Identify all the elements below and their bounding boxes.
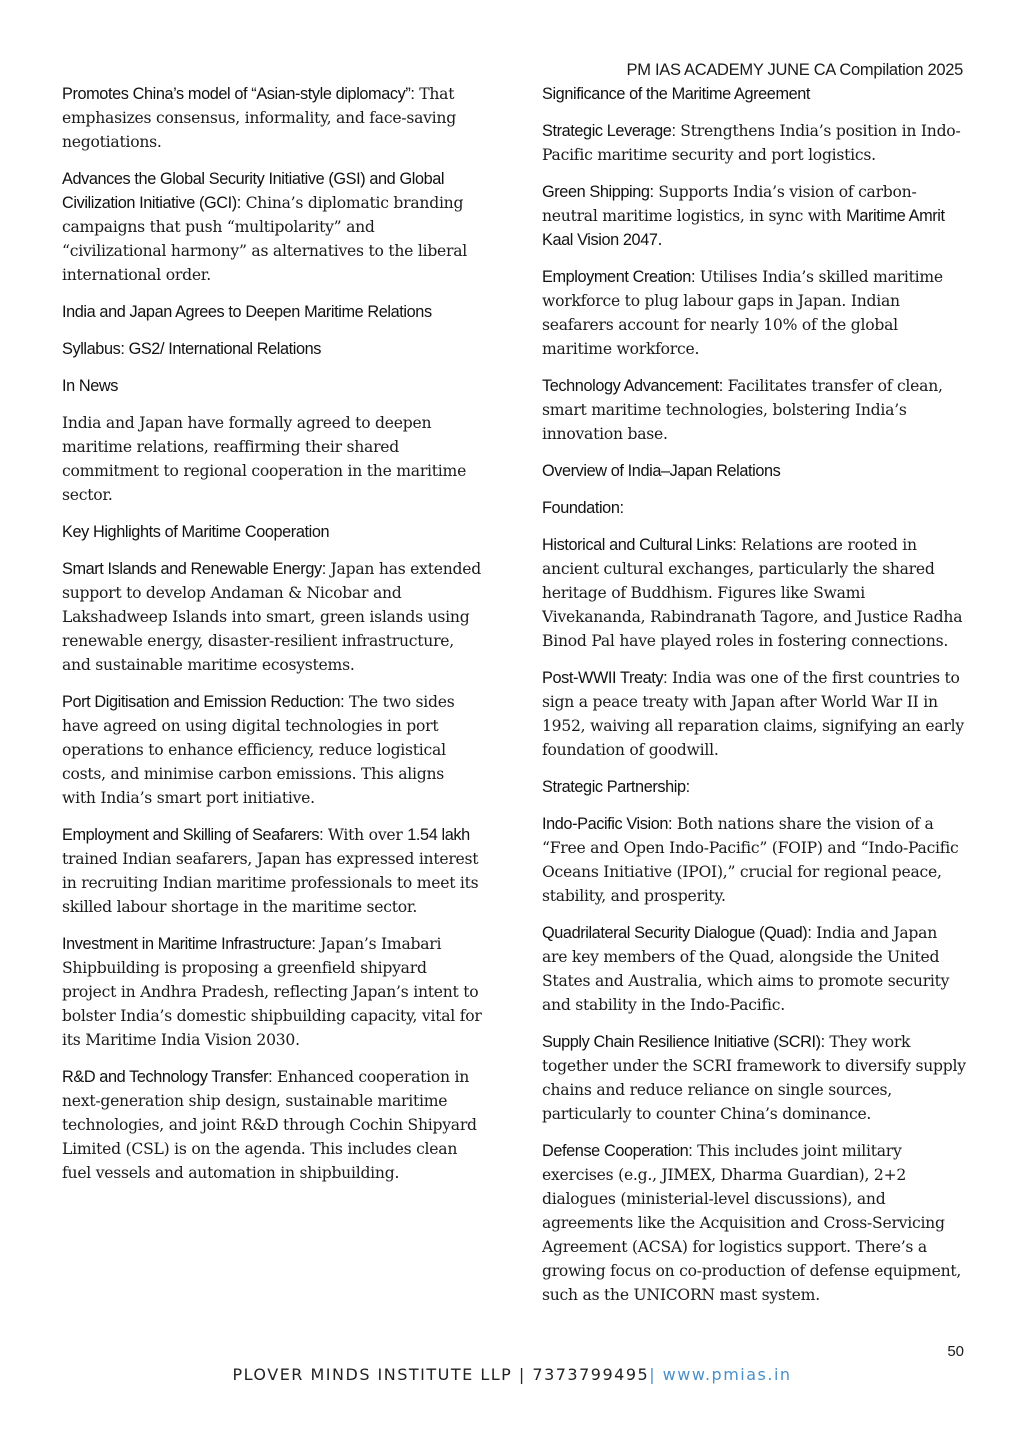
paragraph-text: Japan has extended support to develop Andaman & Nicobar and Lakshadweep Islands into smart, green islands using renewable energy, disaster-resilient infrastructure, and sustainable maritime ecosystems. bbox=[62, 560, 481, 674]
paragraph-heading: Supply Chain Resilience Initiative (SCRI): bbox=[542, 1033, 825, 1051]
paragraph bbox=[542, 666, 966, 762]
paragraph-heading: Historical and Cultural Links: bbox=[542, 536, 737, 554]
paragraph-heading: Defense Cooperation: bbox=[542, 1142, 693, 1160]
paragraph-text: Strengthens India’s position in Indo-Pacific maritime security and port logistics. bbox=[542, 122, 961, 164]
syllabus-label: Syllabus: GS2/ International Relations bbox=[62, 340, 322, 358]
highlight-term: Maritime Amrit Kaal Vision 2047 bbox=[542, 207, 945, 249]
paragraph-heading: Promotes China’s model of “Asian-style diplomacy”: bbox=[62, 85, 415, 103]
paragraph-text: Japan’s Imabari Shipbuilding is proposing a greenfield shipyard project in Andhra Pradesh, reflecting Japan’s intent to bolster India’s domestic shipbuilding capacity, vital for its Maritime India Vision 2030. bbox=[62, 935, 482, 1049]
right-column bbox=[542, 82, 966, 1320]
paragraph-text: With over bbox=[323, 826, 408, 844]
paragraph-text: trained Indian seafarers, Japan has expressed interest in recruiting Indian maritime professionals to meet its skilled labour shortage in the maritime sector. bbox=[62, 850, 479, 916]
paragraph-heading: Indo-Pacific Vision: bbox=[542, 815, 673, 833]
section-heading: India and Japan Agrees to Deepen Maritime Relations bbox=[62, 303, 432, 321]
paragraph-text: The two sides have agreed on using digital technologies in port operations to enhance efficiency, reduce logistical costs, and minimise carbon emissions. This aligns with India’s smart port initiative. bbox=[62, 693, 455, 807]
paragraph bbox=[542, 180, 966, 252]
paragraph-text: India and Japan are key members of the Quad, alongside the United States and Australia, which aims to promote security and stability in the Indo-Pacific. bbox=[542, 924, 950, 1014]
paragraph-heading: Employment and Skilling of Seafarers: bbox=[62, 826, 324, 844]
paragraph bbox=[542, 921, 966, 1017]
in-news-heading bbox=[62, 374, 482, 398]
left-column bbox=[62, 82, 482, 1198]
paragraph bbox=[62, 690, 482, 810]
paragraph-heading: Employment Creation: bbox=[542, 268, 696, 286]
paragraph-heading: Investment in Maritime Infrastructure: bbox=[62, 935, 316, 953]
page-footer bbox=[0, 1365, 1024, 1384]
paragraph-heading: Quadrilateral Security Dialogue (Quad): bbox=[542, 924, 812, 942]
paragraph-text: India and Japan have formally agreed to deepen maritime relations, reaffirming their shared commitment to regional cooperation in the maritime sector. bbox=[62, 414, 467, 504]
paragraph-heading: R&D and Technology Transfer: bbox=[62, 1068, 273, 1086]
paragraph-text: Supports India’s vision of carbon-neutral maritime logistics, in sync with bbox=[542, 183, 917, 225]
paragraph-text: Enhanced cooperation in next-generation ship design, sustainable maritime technologies, and joint R&D through Cochin Shipyard Limited (CSL) is on the agenda. This includes clean fuel vessels and automation in shipbuilding. bbox=[62, 1068, 477, 1182]
paragraph bbox=[542, 119, 966, 167]
highlight-figure: 1.54 lakh bbox=[407, 826, 470, 844]
syllabus-line bbox=[62, 337, 482, 361]
section-title bbox=[62, 300, 482, 324]
page-header: PM IAS ACADEMY JUNE CA Compilation 2025 bbox=[626, 61, 963, 79]
paragraph-text: Facilitates transfer of clean, smart maritime technologies, bolstering India’s innovation base. bbox=[542, 377, 943, 443]
page-number: 50 bbox=[947, 1343, 964, 1360]
paragraph-heading: Post-WWII Treaty: bbox=[542, 669, 668, 687]
paragraph-heading: Technology Advancement: bbox=[542, 377, 723, 395]
paragraph bbox=[542, 374, 966, 446]
footer-org: PLOVER MINDS INSTITUTE LLP | 7373799495 bbox=[232, 1365, 650, 1384]
subheading: In News bbox=[62, 377, 119, 395]
paragraph-text: This includes joint military exercises (e.g., JIMEX, Dharma Guardian), 2+2 dialogues (ministerial-level discussions), and agreements like the Acquisition and Cross-Servicing Agreement (ACSA) for logistics support. There’s a growing focus on co-production of defense equipment, such as the UNICORN mast system. bbox=[542, 1142, 962, 1304]
paragraph-text: Both nations share the vision of a “Free and Open Indo-Pacific” (FOIP) and “Indo-Pacific Oceans Initiative (IPOI),” crucial for regional peace, stability, and prosperity. bbox=[542, 815, 959, 905]
paragraph-text: . bbox=[657, 231, 663, 249]
subheading: Foundation: bbox=[542, 499, 624, 517]
paragraph-text: China’s diplomatic branding campaigns that push “multipolarity” and “civilizational harmony” as alternatives to the liberal international order. bbox=[62, 194, 468, 284]
paragraph-text: Relations are rooted in ancient cultural exchanges, particularly the shared heritage of Buddhism. Figures like Swami Vivekananda, Rabindranath Tagore, and Justice Radha Binod Pal have played roles in fostering connections. bbox=[542, 536, 963, 650]
paragraph-text: They work together under the SCRI framework to diversify supply chains and reduce reliance on single sources, particularly to counter China’s dominance. bbox=[542, 1033, 966, 1123]
paragraph bbox=[62, 82, 482, 154]
subheading-line bbox=[542, 496, 966, 520]
paragraph bbox=[62, 932, 482, 1052]
paragraph-text: India was one of the first countries to sign a peace treaty with Japan after World War II in 1952, waiving all reparation claims, signifying an early foundation of goodwill. bbox=[542, 669, 964, 759]
paragraph bbox=[62, 411, 482, 507]
subheading-line bbox=[542, 82, 966, 106]
paragraph-heading: Smart Islands and Renewable Energy: bbox=[62, 560, 326, 578]
paragraph bbox=[542, 533, 966, 653]
paragraph-heading: Strategic Leverage: bbox=[542, 122, 676, 140]
paragraph bbox=[62, 823, 482, 919]
subheading-line bbox=[542, 775, 966, 799]
paragraph-text: That emphasizes consensus, informality, and face-saving negotiations. bbox=[62, 85, 456, 151]
paragraph bbox=[542, 265, 966, 361]
subheading: Significance of the Maritime Agreement bbox=[542, 85, 811, 103]
paragraph bbox=[62, 167, 482, 287]
subheading-line bbox=[542, 459, 966, 483]
footer-website-link[interactable]: www.pmias.in bbox=[662, 1365, 792, 1384]
paragraph bbox=[542, 1030, 966, 1126]
paragraph-heading: Port Digitisation and Emission Reduction: bbox=[62, 693, 345, 711]
subheading: Key Highlights of Maritime Cooperation bbox=[62, 523, 330, 541]
paragraph bbox=[542, 1139, 966, 1307]
subheading-line bbox=[62, 520, 482, 544]
paragraph bbox=[542, 812, 966, 908]
paragraph-heading: Green Shipping: bbox=[542, 183, 654, 201]
footer-separator: | bbox=[649, 1365, 663, 1384]
paragraph-text: Utilises India’s skilled maritime workforce to plug labour gaps in Japan. Indian seafarers account for nearly 10% of the global maritime workforce. bbox=[542, 268, 943, 358]
subheading: Overview of India–Japan Relations bbox=[542, 462, 781, 480]
paragraph bbox=[62, 557, 482, 677]
paragraph-heading: Advances the Global Security Initiative (GSI) and Global Civilization Initiative (GCI): bbox=[62, 170, 445, 212]
paragraph bbox=[62, 1065, 482, 1185]
subheading: Strategic Partnership: bbox=[542, 778, 690, 796]
